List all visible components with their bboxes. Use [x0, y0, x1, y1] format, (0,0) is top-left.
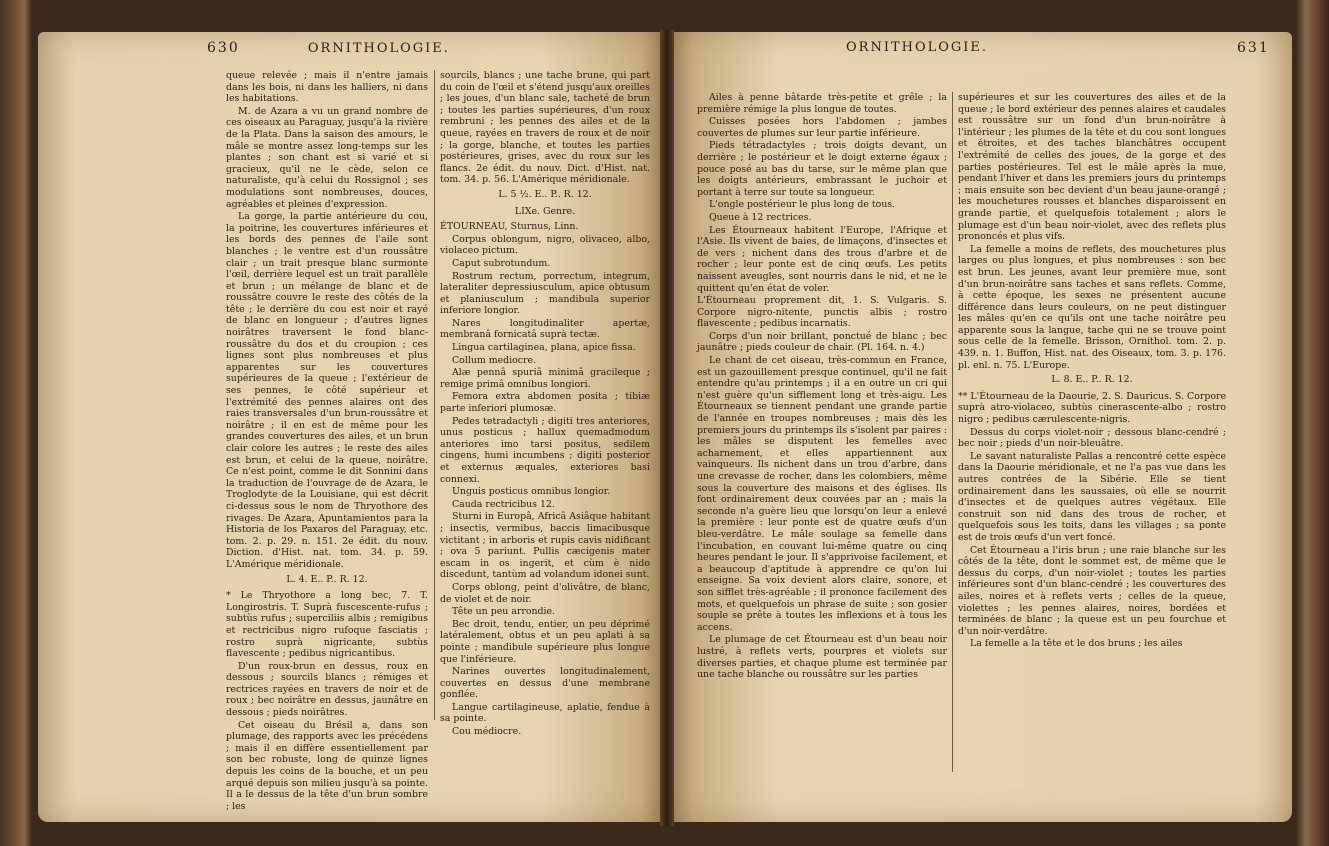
- measurement-line: L. 8. E.. P.. R. 12.: [1051, 374, 1133, 386]
- paragraph: Bec droit, tendu, entier, un peu déprimé latéralement, obtus et un peu aplati à sa pointe ; mandibule supérieure plus longue que l'inférieure.: [440, 618, 650, 665]
- latin-line: Corpus oblongum, nigro, olivaceo, albo, violaceo pictum.: [440, 233, 650, 257]
- paragraph: Pieds tétradactyles ; trois doigts devant, un derrière ; le postérieur et le doigt externe égaux ; pouce posé au bas du tarse, sur le même plan que les doigts antérieurs, embrassant le juchoir et portant à terre sur toute sa longueur.: [697, 140, 947, 198]
- genus-heading: LIXe. Genre.: [514, 205, 576, 217]
- right-running-head: ORNITHOLOGIE.: [846, 40, 989, 55]
- latin-line: Nares longitudinaliter apertæ, membranâ fornicatâ suprà tectæ.: [440, 317, 650, 341]
- paragraph: Le savant naturaliste Pallas a rencontré cette espèce dans la Daourie méridionale, et ne l'a pas vue dans les autres contrées de la Sibérie. Elle se tient ordinairement dans les saussaies, où elle se nourrit d'insectes et de quelques autres végétaux. Elle construit son nid dans des trous de rocher, et quelquefois sous les toits, dans les villages ; sa ponte est de trois œufs d'un vert foncé.: [958, 450, 1226, 543]
- column-rule: [952, 92, 953, 772]
- latin-line: Pedes tetradactyli ; digiti tres anteriores, unus posticus ; hallux quemadmodum anteriores imo tarsi positus, sedilem cingens, humi incumbens ; digiti posterior et externus æquales, exteriores basi connexi.: [440, 415, 650, 485]
- latin-line: Femora extra abdomen posita ; tibiæ parte inferiori plumosæ.: [440, 391, 650, 415]
- left-column-1: [226, 70, 428, 812]
- left-running-head: ORNITHOLOGIE.: [307, 41, 450, 56]
- paragraph: Le plumage de cet Étourneau est d'un beau noir lustré, à reflets verts, pourpres et violets sur diverses parties, et chaque plume est terminée par une tache blanche ou roussâtre sur les parties: [697, 634, 947, 681]
- paragraph: supérieures et sur les couvertures des ailes et de la queue ; le bord extérieur des pennes alaires et caudales est roussâtre sur un fond d'un brun-noirâtre à l'intérieur ; les plumes de la tête et du cou sont longues et étroites, et des taches blanchâtres occupent l'extrémité de celles des joues, de la gorge et des parties postérieures. Tel est le mâle après la mue, pendant l'hiver et dans les premiers jours du printemps ; mais ensuite son bec devient d'un beau jaune-orangé ; les mouchetures rousses et blanches disparoissent en grande partie, et quelquefois totalement ; alors le plumage est d'un beau noir-violet, avec des reflets plus prononcés et plus vifs.: [958, 92, 1226, 243]
- paragraph: Ailes à penne bâtarde très-petite et grêle ; la première rémige la plus longue de toutes.: [697, 92, 947, 115]
- paragraph: Queue à 12 rectrices.: [709, 211, 812, 223]
- latin-line: Unguis posticus omnibus longior.: [452, 486, 611, 498]
- species-heading: L'Étourneau proprement dit, 1. S. Vulgaris. S. Corpore nigro-nitente, punctis albis ; rostro flavescente ; pedibus incarnatis.: [697, 295, 947, 330]
- paragraph: La femelle a la tête et le dos bruns ; les ailes: [970, 638, 1183, 650]
- left-page-number-and-head: [207, 40, 450, 56]
- left-column-2: [440, 70, 650, 738]
- latin-line: Caput subrotundum.: [452, 257, 551, 269]
- latin-line: Collum mediocre.: [452, 354, 537, 366]
- right-page-number: 631: [1237, 40, 1270, 56]
- right-column-2: [958, 92, 1226, 782]
- paragraph: Tête un peu arrondie.: [452, 606, 556, 618]
- latin-line: Rostrum rectum, porrectum, integrum, lateraliter depressiusculum, apice obtusum et planiusculum ; mandibula superior inferiore longior.: [440, 270, 650, 317]
- paragraph: La femelle a moins de reflets, des mouchetures plus larges ou plus longues, et plus nombreuses : son bec est brun. Les jeunes, avant leur première mue, sont d'un brun-noirâtre sans taches et sans reflets. Comme, à cette époque, les sexes ne présentent aucune différence dans leurs couleurs, on ne peut distinguer les mâles qu'en ce qu'ils ont une tache noirâtre peu apparente sous la langue, tache qui ne se trouve point sous celle de la femelle. Brisson, Ornithol. tom. 2. p. 439. n. 1. Buffon, Hist. nat. des Oiseaux, tom. 3. p. 176. pl. enl. n. 75. L'Europe.: [958, 243, 1226, 371]
- right-column-1: [697, 92, 947, 782]
- column-rule: [434, 70, 435, 720]
- paragraph: Les Étourneaux habitent l'Europe, l'Afrique et l'Asie. Ils vivent de baies, de limaçons, d'insectes et de vers ; nichent dans des trous d'arbre et de rocher ; leur ponte est de cinq œufs. Les petits naissent aveugles, sont nourris dans le nid, et ne le quittent qu'en état de voler.: [697, 224, 947, 294]
- measurement-line: L. 5 ½. E.. P.. R. 12.: [498, 188, 592, 200]
- genus-name: ÉTOURNEAU, Sturnus, Linn.: [440, 221, 579, 233]
- species-heading: * Le Thryothore a long bec, 7. T. Longirostris. T. Suprà fuscescente-rufus ; subtùs rufus ; superciliis albis ; remigibus et rectricibus nigro rufoque fasciatis ; rostro suprà nigricante, subtùs flavescente ; pedibus nigricantibus.: [226, 590, 428, 660]
- paragraph: M. de Azara a vu un grand nombre de ces oiseaux au Paraguay, jusqu'à la rivière de la Plata. Dans la saison des amours, le mâle se montre assez long-temps sur les plantes ; son chant est si varié et si gracieux, qu'il ne le cède, selon ce naturaliste, qu'à celui du Rossignol ; ses modulations sont nombreuses, douces, agréables et pleines d'expression.: [226, 105, 428, 210]
- paragraph: Cuisses posées hors l'abdomen ; jambes couvertes de plumes sur leur partie inférieure.: [697, 116, 947, 139]
- paragraph: L'ongle postérieur le plus long de tous.: [709, 199, 896, 211]
- paragraph: Corps oblong, peint d'olivâtre, de blanc, de violet et de noir.: [440, 581, 650, 605]
- paragraph: Cou médiocre.: [452, 726, 522, 738]
- paragraph: Cet oiseau du Brésil a, dans son plumage, des rapports avec les précédens ; mais il en diffère essentiellement par son bec robuste, long de quinze lignes depuis les coins de la bouche, et un peu arqué depuis son milieu jusqu'à sa pointe. Il a le dessus de la tête d'un brun sombre ; les: [226, 719, 428, 812]
- paragraph: Corps d'un noir brillant, ponctué de blanc ; bec jaunâtre ; pieds couleur de chair. (Pl. 164. n. 4.): [697, 330, 947, 354]
- latin-line: Lingua cartilaginea, plana, apice fissa.: [452, 342, 636, 354]
- measurement-line: L. 4. E.. P.. R. 12.: [286, 573, 368, 585]
- paragraph: Narines ouvertes longitudinalement, couvertes en dessus d'une membrane gonflée.: [440, 666, 650, 701]
- paragraph: Cet Étourneau a l'iris brun ; une raie blanche sur les côtés de la tête, dont le sommet est, de même que le dessus du corps, d'un noir-violet ; toutes les parties inférieures sont d'un blanc-cendré ; les couvertures des ailes, noires et à reflets verts ; celles de la queue, violettes ; les pennes alaires, noires, bordées et terminées de blanc ; la queue est un peu fourchue et d'un noir-verdâtre.: [958, 544, 1226, 637]
- paragraph: D'un roux-brun en dessus, roux en dessous ; sourcils blancs ; rémiges et rectrices rayées en travers de noir et de roux ; bec noirâtre en dessus, jaunâtre en dessous ; pieds noirâtres.: [226, 660, 428, 719]
- paragraph: Dessus du corps violet-noir ; dessous blanc-cendré ; bec noir ; pieds d'un noir-bleuâtre.: [958, 426, 1226, 450]
- paragraph: Le chant de cet oiseau, très-commun en France, est un gazouillement presque continuel, qu'il ne fait entendre qu'au printemps ; il a en outre un cri qui n'est guère qu'un sifflement long et très-aigu. Les Étourneaux se tiennent pendant une grande partie de l'année en troupes nombreuses ; mais dès les premiers jours du printemps ils s'isolent par paires : les mâles se disputent les femelles avec acharnement, et elles appartiennent aux vainqueurs. Ils nichent dans un trou d'arbre, dans une crevasse de rocher, dans les colombiers, même sous la couverture des maisons et des églises. Ils font ordinairement deux couvées par an ; mais la seconde n'a guère lieu que lorsqu'on leur a enlevé la première : leur ponte est de quatre œufs d'un bleu-verdâtre. Le mâle soulage sa femelle dans l'incubation, en couvant lui-même quatre ou cinq heures pendant le jour. Il s'apprivoise facilement, et a beaucoup d'aptitude à apprendre ce qu'on lui enseigne. Sa voix devient alors claire, sonore, et son sifflet très-agréable ; il prononce facilement des mots, et quelquefois un phrase de suite ; son gosier souple se prête à toutes les inflexions et à tous les accens.: [697, 355, 947, 633]
- latin-line: Alæ pennâ spuriâ minimâ gracileque ; remige primâ omnibus longiori.: [440, 367, 650, 390]
- latin-line: Sturni in Europâ, Africâ Asiâque habitant ; insectis, vermibus, baccis limacibusque victitant ; in arboris et rupis cavis nidificant ; ova 5 pariunt. Pullis cæcigenis mater escam in os ingerit, et cùm è nido discedunt, tantùm ad volandum idonei sunt.: [440, 511, 650, 581]
- paragraph: La gorge, la partie antérieure du cou, la poitrine, les couvertures inférieures et les bords des pennes de l'aile sont blanches ; le ventre est d'un roussâtre clair ; un trait presque blanc surmonte l'œil, derrière lequel est un trait parallèle et brun ; un mélange de blanc et de roussâtre couvre le reste des côtés de la tête ; le derrière du cou est noir et rayé de blanc en longueur ; d'autres lignes noirâtres traversent le fond blanc-roussâtre du dos et du croupion ; ces lignes sont plus nombreuses et plus apparentes sur les couvertures supérieures de la queue ; l'extérieur de ses pennes, le côté supérieur et l'extrémité des pennes alaires ont des raies transversales d'un brun-roussâtre et noirâtre ; il en est de même pour les grandes couvertures des ailes, et un brun clair colore les autres ; le reste des ailes est brun, et celui de la queue, noirâtre. Ce n'est point, comme le dit Sonnini dans la traduction de l'ouvrage de de Azara, le Troglodyte de la Louisiane, qui est décrit ci-dessus sous le nom de Thryothore des rivages. De Azara, Apuntamientos para la Historia de los Paxaros del Paraguay, etc. tom. 2. p. 29. n. 151. 2e édit. du nouv. Diction. d'Hist. nat. tom. 34. p. 59. L'Amérique méridionale.: [226, 211, 428, 570]
- paragraph: sourcils, blancs ; une tache brune, qui part du coin de l'œil et s'étend jusqu'aux oreilles ; les joues, d'un blanc sale, tacheté de brun ; toutes les parties supérieures, d'un roux rembruni ; les pennes des ailes et de la queue, rayées en travers de roux et de noir ; la gorge, blanche, et toutes les parties postérieures, grises, avec du roux sur les flancs. 2e édit. du nouv. Dict. d'Hist. nat. tom. 34. p. 56. L'Amérique méridionale.: [440, 70, 650, 186]
- species-heading: ** L'Étourneau de la Daourie, 2. S. Dauricus. S. Corpore suprà atro-violaceo, subtùs cinerascente-albo ; rostro nigro ; pedibus cærulescente-nigris.: [958, 390, 1226, 426]
- left-page-number: 630: [207, 40, 240, 56]
- latin-line: Cauda rectricibus 12.: [452, 498, 555, 510]
- paragraph: Langue cartilagineuse, aplatie, fendue à sa pointe.: [440, 701, 650, 725]
- book-gutter: [660, 30, 674, 826]
- paragraph: queue relevée ; mais il n'entre jamais dans les bois, ni dans les halliers, ni dans les habitations.: [226, 70, 428, 105]
